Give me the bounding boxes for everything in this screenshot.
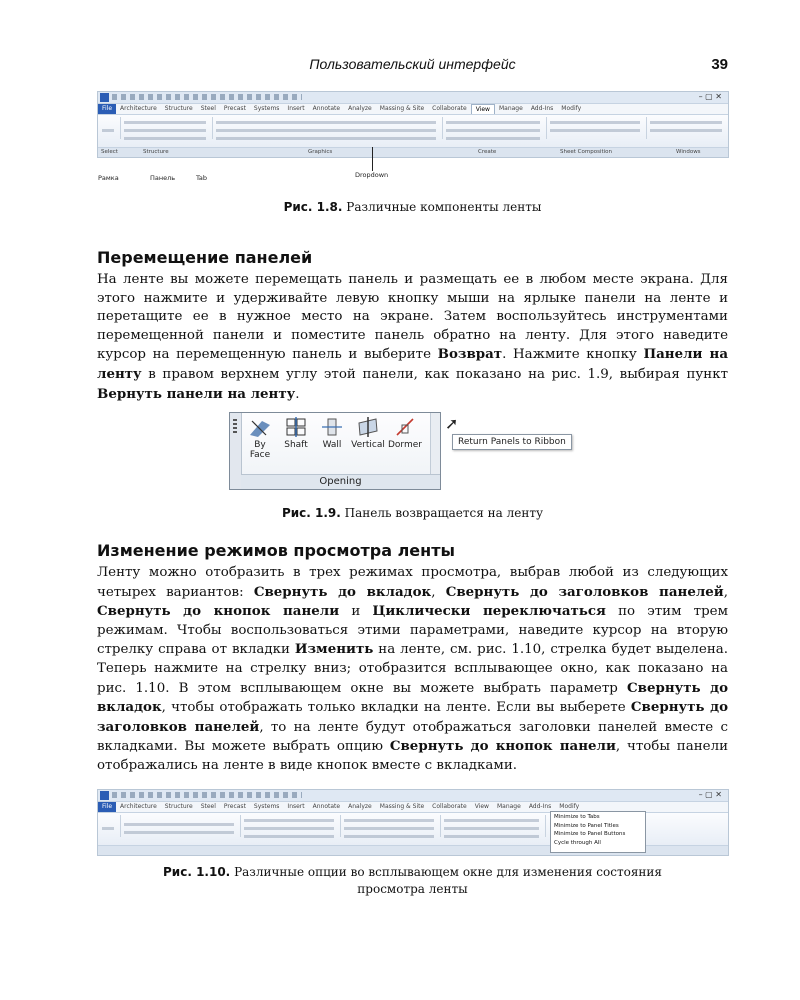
tool-label: Wall (322, 440, 342, 450)
text: , (431, 584, 446, 600)
bold-text: Изменить (294, 641, 374, 658)
tab-file: File (98, 104, 116, 114)
ribbon-figure-1-8 (97, 91, 729, 158)
tab: Annotate (312, 105, 341, 112)
window-controls: – ▢ ✕ (698, 790, 722, 799)
tool-label: Dormer (388, 440, 422, 450)
tab: View (474, 803, 489, 810)
ribbon-figure-1-10 (97, 789, 729, 856)
panel-select (98, 815, 121, 837)
panel-create (442, 117, 547, 139)
label-tab: Tab (196, 174, 208, 182)
text: , чтобы отображать только вкладки на ленте. Если вы выберете (161, 700, 631, 716)
opening-panel (229, 412, 441, 490)
tab: Manage (498, 105, 523, 112)
caption-text: Панель возвращается на ленту (344, 506, 544, 520)
group-title: Structure (143, 149, 169, 155)
tab: Analyze (348, 803, 372, 810)
running-title: Пользовательский интерфейс (309, 56, 516, 72)
tab: Massing & Site (379, 803, 425, 810)
group-title: Windows (676, 149, 701, 155)
tab: Add-Ins (528, 803, 552, 810)
tab: Insert (287, 105, 305, 112)
tab: Massing & Site (379, 105, 425, 112)
app-logo-icon (100, 93, 109, 102)
text: , (723, 584, 728, 600)
qat-buttons (112, 94, 302, 100)
menu-item[interactable]: Minimize to Panel Titles (554, 822, 619, 829)
tab: Analyze (348, 105, 372, 112)
tab: Modify (561, 105, 582, 112)
tool-dormer[interactable] (388, 417, 422, 450)
tab: Annotate (312, 803, 341, 810)
bold-text: Свернуть до вкладок (253, 583, 432, 600)
menu-item[interactable]: Minimize to Tabs (554, 814, 600, 820)
label-dropdown: Dropdown (355, 171, 389, 179)
text: , то на ленте будут отображаться заголовки панелей вместе с вкладками. Вы можете выбрать опцию (97, 719, 728, 755)
figure-caption-1-8 (97, 200, 728, 214)
shaft-icon (284, 417, 308, 437)
caption-text: Различные опции во всплывающем окне для изменения состояния (234, 865, 662, 879)
qat-buttons (112, 792, 302, 798)
panel-sheet (546, 117, 647, 139)
tab: Architecture (120, 105, 157, 112)
bold-text: Свернуть до заголовков панелей (445, 583, 724, 600)
dormer-icon (393, 417, 417, 437)
tab-file: File (98, 802, 116, 812)
group-title: Sheet Composition (560, 149, 612, 155)
menu-item[interactable]: Cycle through All (554, 839, 601, 846)
tab: Precast (223, 105, 246, 112)
bold-text: Циклически переключаться (372, 603, 606, 620)
panel-select (98, 117, 121, 139)
group-title: Graphics (308, 149, 333, 155)
paragraph (97, 564, 728, 776)
tab: Collaborate (432, 105, 467, 112)
tool-by-face[interactable] (243, 417, 277, 460)
running-header (97, 56, 728, 76)
tool-label: Shaft (284, 440, 308, 450)
text: по этим трем режимам. Чтобы воспользоваться этими параметрами, наведите курсор на вторую стрелку справа от вкладки (97, 604, 729, 658)
panel-model (340, 815, 441, 837)
caption-text: Различные компоненты ленты (346, 200, 542, 214)
bold-text: Свернуть до вкладок (97, 679, 728, 716)
tab: Add-Ins (530, 105, 554, 112)
tab: Systems (253, 105, 280, 112)
caption-number: Рис. 1.9. (281, 506, 341, 520)
tab: Architecture (120, 803, 157, 810)
ribbon-panel-titles (98, 147, 728, 157)
figure-caption-1-9 (97, 506, 728, 520)
wall-opening-icon (320, 417, 344, 437)
bold-text: Свернуть до заголовков панелей (97, 699, 728, 735)
caption-number: Рис. 1.8. (283, 200, 343, 214)
bold-text: Панели на ленту (97, 346, 729, 382)
quick-access-toolbar (98, 790, 728, 802)
text: и (339, 604, 373, 620)
caption-text-line2: просмотра ленты (357, 882, 468, 896)
group-title: Create (478, 149, 497, 155)
bold-text: Свернуть до кнопок панели (97, 603, 340, 620)
tab-view: View (471, 104, 495, 114)
menu-item[interactable]: Minimize to Panel Buttons (554, 831, 626, 837)
text: На ленте вы можете перемещать панель и размещать ее в любом месте экрана. Для этого нажмите и удерживайте левую кнопку мыши на ярлыке панели на ленте и перетащите ее в нужное место на экране. Затем воспользуйтесь инструментами перемещенной панели и поместите панель обратно на ленту. Для этого наведите курсор на перемещенную панель и выберите (97, 272, 728, 363)
panel-room (440, 815, 546, 837)
by-face-icon (248, 417, 272, 437)
tooltip: Return Panels to Ribbon (452, 434, 572, 450)
page-number: 39 (711, 56, 728, 73)
tab: Precast (223, 803, 246, 810)
text: . (295, 386, 300, 402)
text: . Нажмите кнопку (502, 347, 644, 363)
text: , чтобы панели отображались на ленте в виде кнопок вместе с вкладками. (97, 739, 728, 773)
tab: Systems (253, 803, 280, 810)
label-panel: Панель (150, 174, 176, 182)
mouse-cursor-icon: ➚ (445, 414, 459, 433)
group-title: Select (101, 149, 118, 155)
tool-vertical[interactable] (351, 417, 385, 450)
bold-text: Вернуть панели на ленту (97, 385, 296, 402)
window-controls: – ▢ ✕ (698, 92, 722, 101)
tab: Modify (559, 803, 580, 810)
panel-windows (646, 117, 728, 139)
tool-label: By Face (249, 440, 271, 460)
tab: Manage (496, 803, 521, 810)
tab: Insert (287, 803, 305, 810)
app-logo-icon (100, 791, 109, 800)
tool-label: Vertical (351, 440, 385, 450)
panel-title: Opening (241, 474, 440, 489)
ribbon-tabs (98, 104, 728, 115)
figure-caption-1-10 (97, 864, 728, 898)
section-heading: Перемещение панелей (97, 248, 313, 267)
ribbon-panels (98, 115, 728, 147)
text: Ленту можно отобразить в трех режимах просмотра, выбрав любой из следующих четырех вариантов: (97, 565, 728, 600)
label-frame: Рамка (98, 174, 119, 182)
quick-access-toolbar (98, 92, 728, 104)
paragraph (97, 271, 728, 404)
tab: Steel (200, 105, 216, 112)
tab: Collaborate (432, 803, 467, 810)
panel-structure (120, 117, 213, 139)
bold-text: Возврат (437, 346, 503, 363)
panel-circulation (240, 815, 341, 837)
caption-number: Рис. 1.10. (163, 865, 231, 879)
section-heading: Изменение режимов просмотра ленты (97, 541, 455, 560)
tool-shaft[interactable] (279, 417, 313, 450)
bold-text: Свернуть до кнопок панели (389, 738, 616, 755)
tab: Structure (164, 803, 193, 810)
text: на ленте, см. рис. 1.10, стрелка будет выделена. Теперь нажмите на стрелку вниз; отобразится всплывающее окно, как показано на рис. 1.10. В этом всплывающем окне вы можете выбрать параметр (97, 642, 728, 696)
vertical-opening-icon (356, 417, 380, 437)
tab: Steel (200, 803, 216, 810)
minimize-options-popup (550, 811, 646, 853)
dropdown-pointer (372, 147, 373, 171)
text: в правом верхнем углу этой панели, как показано на рис. 1.9, выбирая пункт (141, 366, 728, 382)
panel-build (120, 815, 241, 837)
panel-graphics (212, 117, 443, 139)
tool-wall[interactable] (315, 417, 349, 450)
tab: Structure (164, 105, 193, 112)
